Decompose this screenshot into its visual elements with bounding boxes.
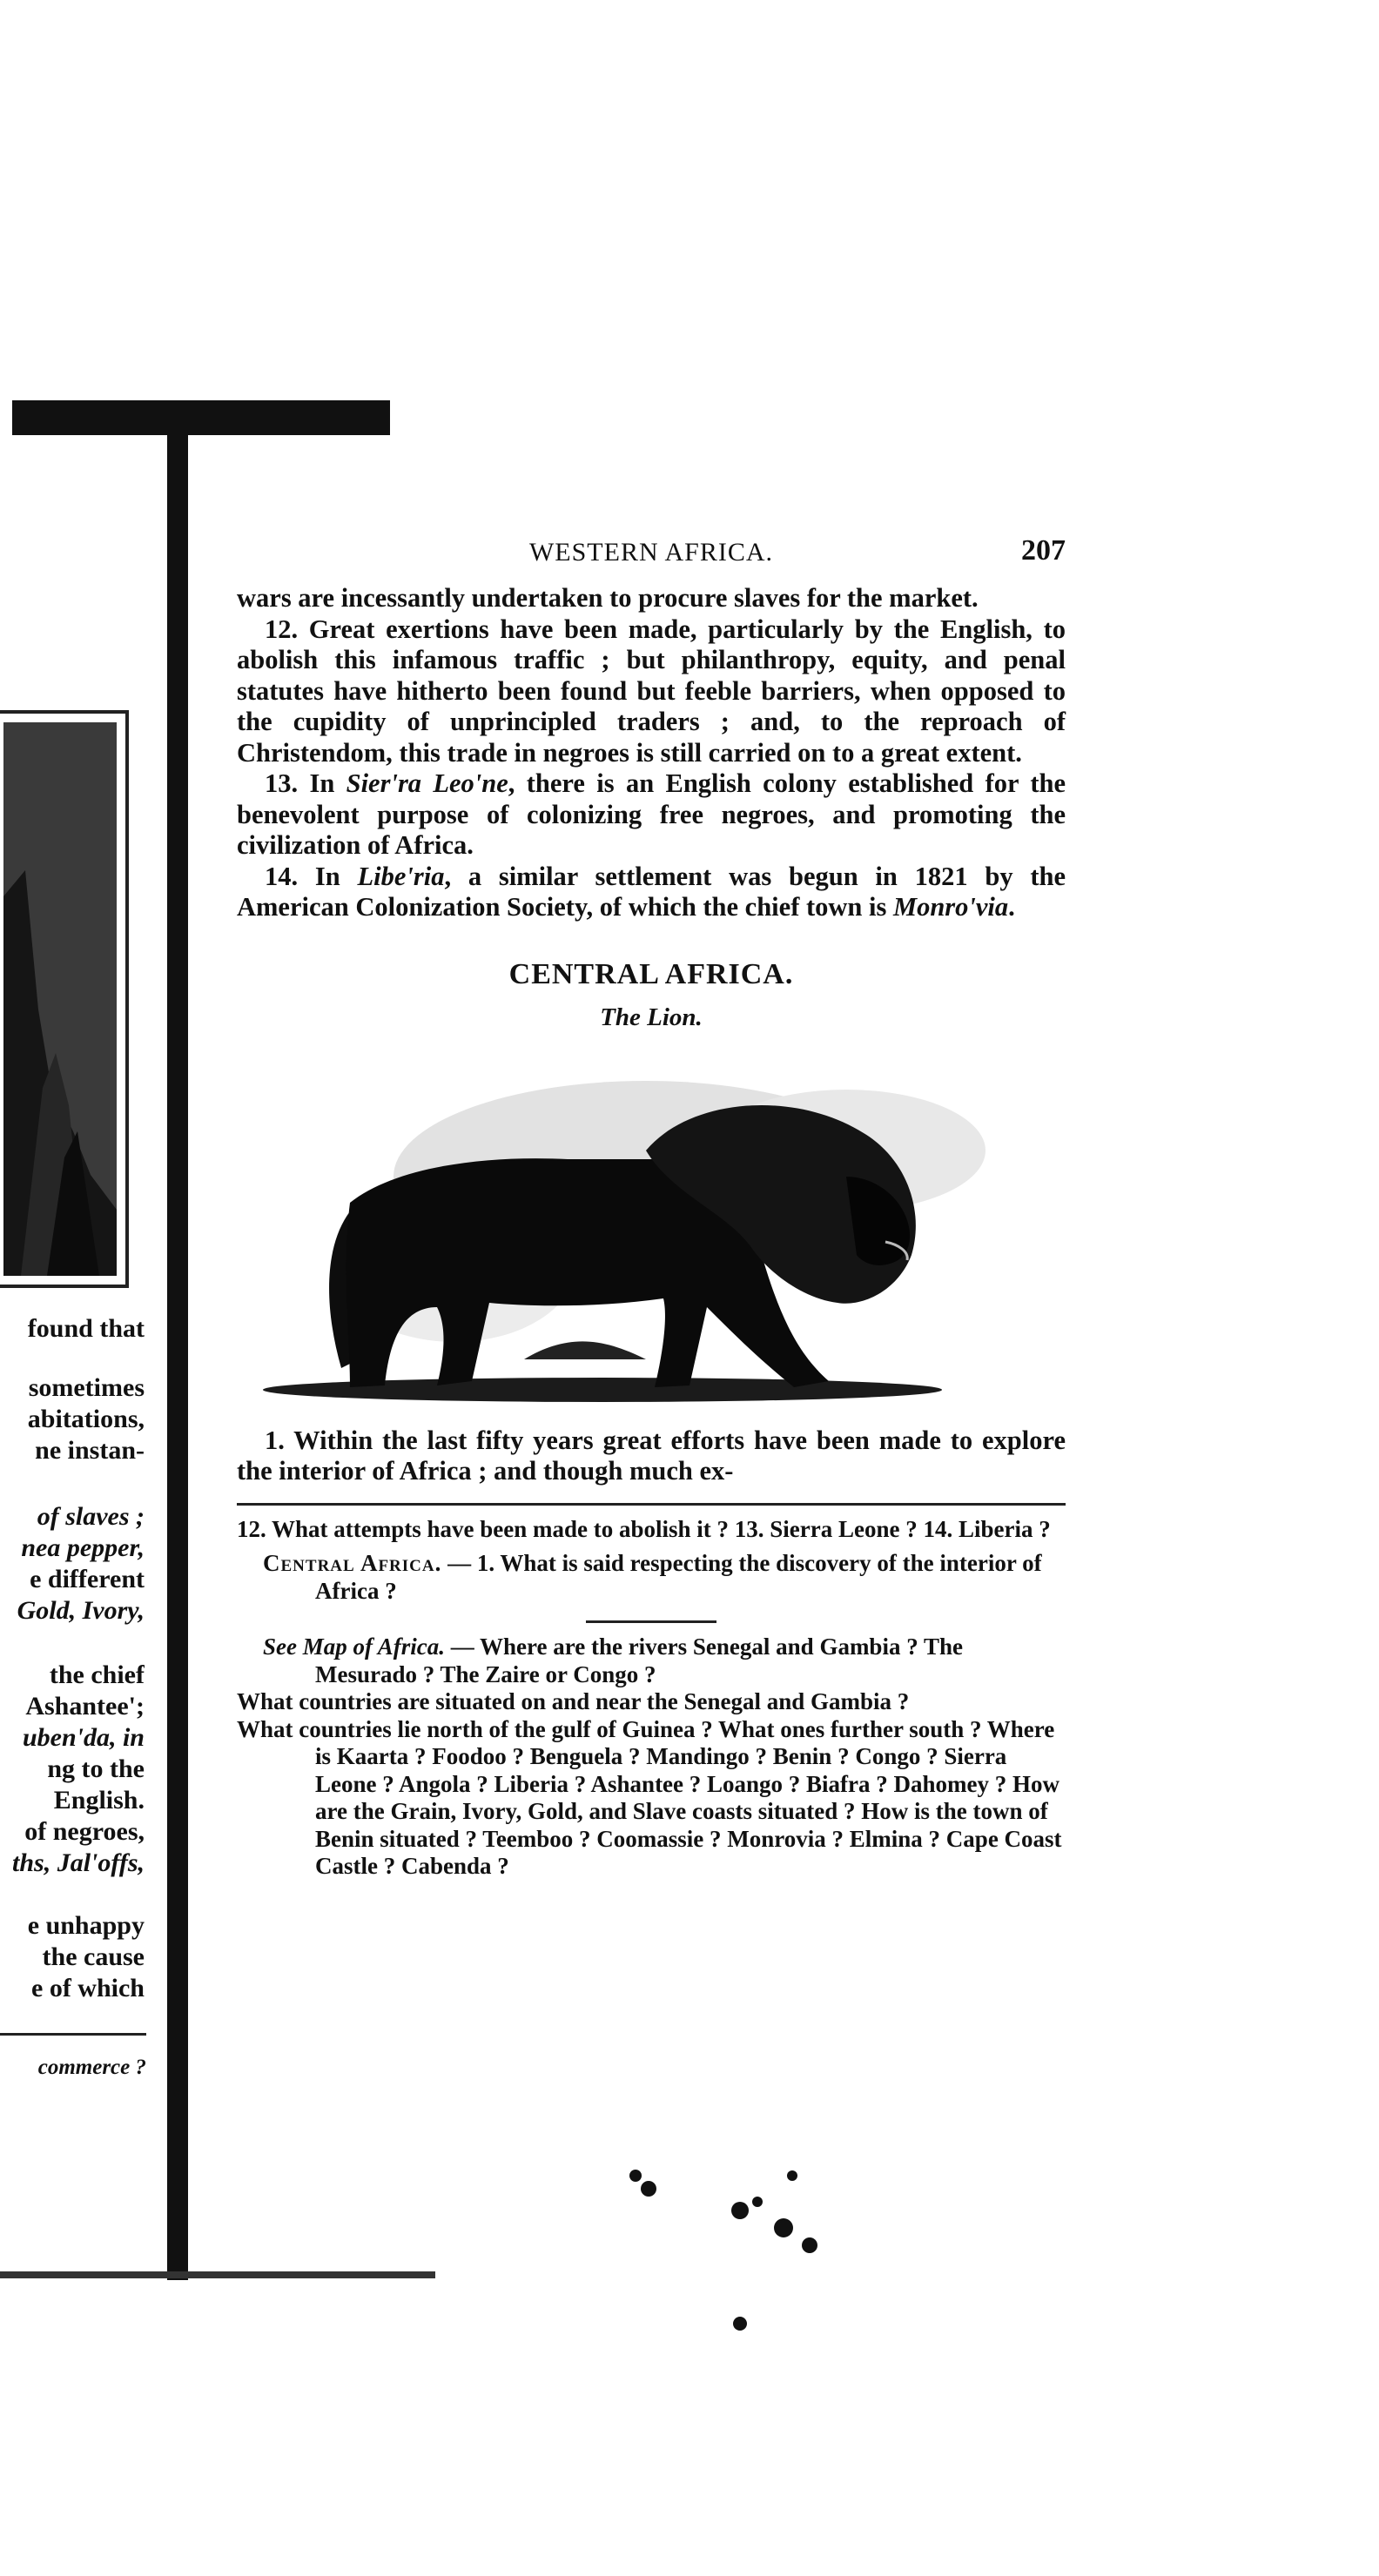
mountain-shape bbox=[3, 722, 117, 1276]
previous-page-question: commerce ? bbox=[37, 2056, 146, 2079]
previous-page-line: the chief bbox=[49, 1660, 145, 1689]
running-title: WESTERN AFRICA. bbox=[528, 538, 774, 567]
previous-page-line: the cause bbox=[42, 1942, 145, 1971]
lion-engraving bbox=[237, 1046, 1066, 1412]
previous-page-line: of slaves ; bbox=[37, 1502, 145, 1531]
previous-page-line: of negroes, bbox=[24, 1817, 145, 1846]
central-paragraph bbox=[237, 1426, 1066, 1487]
paragraph-13-lead: 13. In bbox=[265, 768, 346, 798]
previous-page-line: Ashantee'; bbox=[25, 1692, 145, 1721]
binding-bar-foot bbox=[0, 2271, 435, 2278]
paragraph-12: 12. Great exertions have been made, particularly by the English, to abolish this infamous traffic ; but philanthropy, equity, and penal statutes have hitherto been found but feeble barriers, when opposed to the cupidity of unprincipled traders ; and, to the reproach of Christendom, this trade in negroes is still carried on to a great extent. bbox=[237, 614, 1066, 768]
map-questions bbox=[237, 1633, 1066, 1881]
paragraph-14-end: . bbox=[1008, 892, 1015, 922]
paragraph-1: 1. Within the last fifty years great efforts have been made to explore the interior of Africa ; and though much ex- bbox=[237, 1425, 1066, 1486]
body-text bbox=[237, 583, 1066, 923]
mountain-engraving bbox=[3, 722, 117, 1276]
question-label: Central Africa. bbox=[263, 1550, 442, 1576]
question-central bbox=[237, 1550, 1066, 1605]
question-12-14: 12. What attempts have been made to abolish it ? 13. Sierra Leone ? 14. Liberia ? bbox=[237, 1515, 1051, 1542]
previous-page-line: e of which bbox=[31, 1974, 145, 2002]
binding-bar-vertical bbox=[167, 435, 188, 2280]
illustration-caption: The Lion. bbox=[600, 1003, 703, 1031]
paragraph-14-text: , a similar settlement was begun in 1821 by the American Colonization Society, of which the chief town is bbox=[237, 861, 1066, 922]
map-label: See Map of Africa. bbox=[263, 1633, 445, 1660]
previous-page-line: Gold, Ivory, bbox=[17, 1596, 145, 1625]
previous-page-illustration bbox=[0, 710, 129, 1288]
previous-page-line: ng to the bbox=[47, 1754, 145, 1783]
questions-block bbox=[237, 1516, 1066, 1606]
previous-page-line: nea pepper, bbox=[21, 1533, 145, 1562]
previous-page-line: uben'da, in bbox=[22, 1723, 145, 1752]
previous-page-line: abitations, bbox=[27, 1405, 145, 1433]
page bbox=[237, 531, 1066, 1881]
previous-page-rule bbox=[0, 2033, 146, 2036]
page-number: 207 bbox=[1021, 534, 1066, 567]
question-text: — 1. What is said respecting the discovery of the interior of Africa ? bbox=[315, 1550, 1042, 1604]
place-name: Sier'ra Leo'ne bbox=[346, 768, 508, 798]
previous-page-line: ne instan- bbox=[35, 1436, 145, 1465]
paragraph-14 bbox=[237, 862, 1066, 923]
previous-page-line: English. bbox=[53, 1786, 145, 1815]
page-header bbox=[237, 531, 1066, 583]
paragraph-14-lead: 14. In bbox=[265, 861, 358, 891]
paragraph-13-text: , there is an English colony established for the benevolent purpose of colonizing free negroes, and promoting the civilization of Africa. bbox=[237, 768, 1066, 860]
paragraph-continued: wars are incessantly undertaken to procure slaves for the market. bbox=[237, 583, 979, 613]
previous-page-line: e unhappy bbox=[27, 1911, 145, 1940]
previous-page-line: ths, Jal'offs, bbox=[12, 1848, 145, 1877]
lion-illustration bbox=[237, 1046, 1066, 1412]
town-name: Monro'via bbox=[892, 892, 1009, 922]
questions-divider bbox=[237, 1503, 1066, 1506]
map-question-senegal: What countries are situated on and near the Senegal and Gambia ? bbox=[237, 1688, 910, 1714]
map-question-guinea: What countries lie north of the gulf of Guinea ? What ones further south ? Where is Kaarta ? Foodoo ? Benguela ? Mandingo ? Benin ? Congo ? Sierra Leone ? Angola ? Liberia ? Ashantee ? Loango ? Biafra ? Dahomey ? How are the Grain, Ivory, Gold, and Slave coasts situated ? How is the town of Benin situated ? Teemboo ? Coomassie ? Monrovia ? Elmina ? Cape Coast Castle ? Cabenda ? bbox=[237, 1715, 1062, 1879]
ink-specks bbox=[609, 2158, 853, 2350]
previous-page-line: found that bbox=[27, 1314, 145, 1343]
binding-bar-top bbox=[12, 400, 390, 435]
previous-page-line: e different bbox=[30, 1565, 145, 1593]
map-question-text: — Where are the rivers Senegal and Gambia ? The Mesurado ? The Zaire or Congo ? bbox=[315, 1633, 963, 1687]
paragraph-13 bbox=[237, 768, 1066, 862]
map-question-rivers bbox=[237, 1633, 1066, 1688]
section-heading: CENTRAL AFRICA. bbox=[508, 957, 794, 990]
map-questions-divider bbox=[586, 1620, 716, 1623]
previous-page-line: sometimes bbox=[28, 1373, 145, 1402]
place-name: Libe'ria bbox=[357, 861, 445, 891]
